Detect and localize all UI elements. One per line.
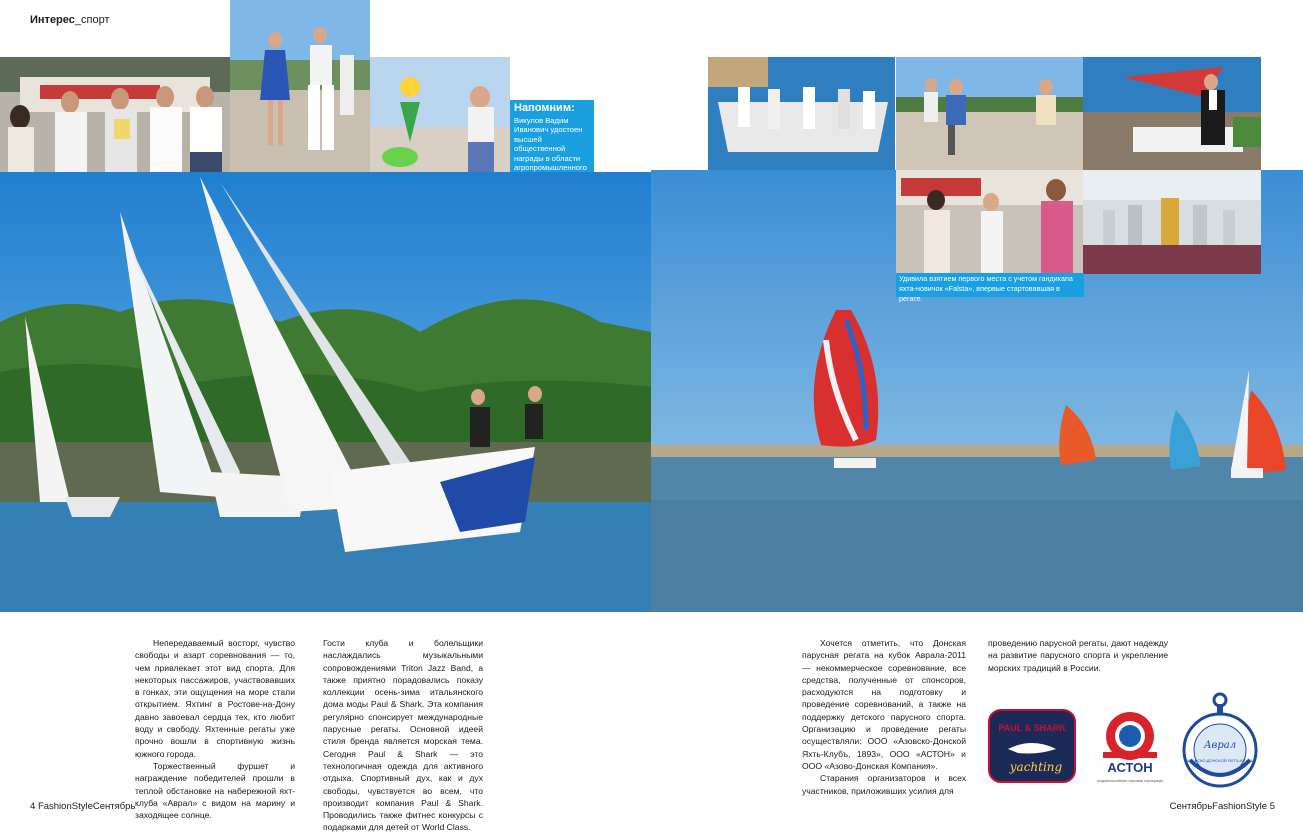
paragraph: Непередаваемый восторг, чувство свободы и азарт соревнования — то, чем привлекает этот вид спорта. Для некоторых пассажиров, участвовавших в гонках, эти ощущения на море стали открытием. Яхтинг в Ростове-на-Дону давно завоевал сердца тех, кто любит воду и свободу. Яхтенные регаты уже прочно вошли в спортивную жизнь южного города. <box>135 638 295 759</box>
paul-shark-script: yachting <box>1009 760 1063 774</box>
paragraph: Старания организаторов и всех участников, приложивших усилия для <box>802 773 966 796</box>
magazine-month: Сентябрь <box>92 801 136 812</box>
footer-left <box>30 801 135 812</box>
aston-logo <box>1097 708 1163 788</box>
paragraph: Хочется отметить, что Донская парусная регата на кубок Аврала-2011 — некоммерческое соревнование, все средства, полученные от спонсоров, расходуются на подготовку и проведение соревнований, а также на поддержку детского парусного спорта. Организацию и проведение регаты осуществляли: ООО «Азовско-Донской Яхть-Клубъ, 1893», ООО «АСТОН» и ООО «Азово-Донская Компания». <box>802 638 966 771</box>
section-header-rest: _спорт <box>74 14 110 26</box>
page-number: 5 <box>1269 801 1275 812</box>
photo-trophies <box>1083 170 1261 274</box>
text-column-1 <box>135 637 295 821</box>
paul-shark-logo <box>988 709 1076 783</box>
club-script: Аврал <box>1203 740 1237 751</box>
page-number: 4 <box>30 801 36 812</box>
section-header-bold: Интерес <box>30 14 75 26</box>
club-ring: АЗОВСКО-ДОНСКОЙ ЯХТЪ-КЛУБЪ <box>1186 758 1254 763</box>
aston-name: АСТОН <box>1107 760 1153 775</box>
yacht-club-logo <box>1180 690 1260 794</box>
text-column-3 <box>802 637 966 797</box>
photo-sailing-yachts <box>0 172 651 612</box>
paragraph: проведению парусной регаты, дают надежду на развитие парусного спорта и укрепление морских традиций в России. <box>988 638 1168 673</box>
photo-award-ceremony <box>0 57 230 172</box>
photo-buffet <box>1083 57 1261 170</box>
photo-kids <box>370 57 510 172</box>
photo-caption: Удивила взятием первого места с учетом гандикапа яхта-новичок «Falsta», впервые стартовавшая в регате. <box>896 273 1084 297</box>
photo-awarding-woman <box>896 170 1083 274</box>
paul-shark-top: PAUL & SHARK <box>998 723 1066 733</box>
photo-crew-on-yacht <box>708 57 895 170</box>
magazine-brand: FashionStyle <box>1212 801 1268 812</box>
text-column-2 <box>323 637 483 834</box>
section-header <box>30 14 109 26</box>
callout-text: Викулов Вадим Иванович удостоен высшей общественной награды в области агропромышленного <box>514 116 587 173</box>
text-column-4 <box>988 637 1168 674</box>
footer-right <box>1170 801 1275 812</box>
paragraph: Торжественный фуршет и награждение победителей прошли в теплой обстановке на набережной яхт-клуба «Аврал» с видом на марину и заходящее солнце. <box>135 760 295 821</box>
magazine-month: Сентябрь <box>1169 801 1213 812</box>
magazine-brand: FashionStyle <box>37 801 93 812</box>
paragraph: Гости клуба и болельщики наслаждались музыкальными сопровождениями Triton Jazz Band, а также приятно порадовались показу коллекции осень-зима итальянского дома моды Paul & Shark. Эта компания регулярно спонсирует международные парусные регаты. Основной идеей стиля бренда является морская тема. Сегодня Paul & Shark — это технологичная одежда для активного отдыха. Спортивный дух, как и дух свободы, чувствуется во всем, что производит компания Paul & Shark. Проводились также фитнес конкурсы с подарками для детей от World Class. <box>323 638 483 833</box>
callout-title: Напомним: <box>514 102 575 114</box>
photo-dancers <box>230 0 370 172</box>
photo-fitness-contest <box>896 57 1083 170</box>
aston-sub: продовольственно-торговая корпорация <box>1097 779 1163 783</box>
